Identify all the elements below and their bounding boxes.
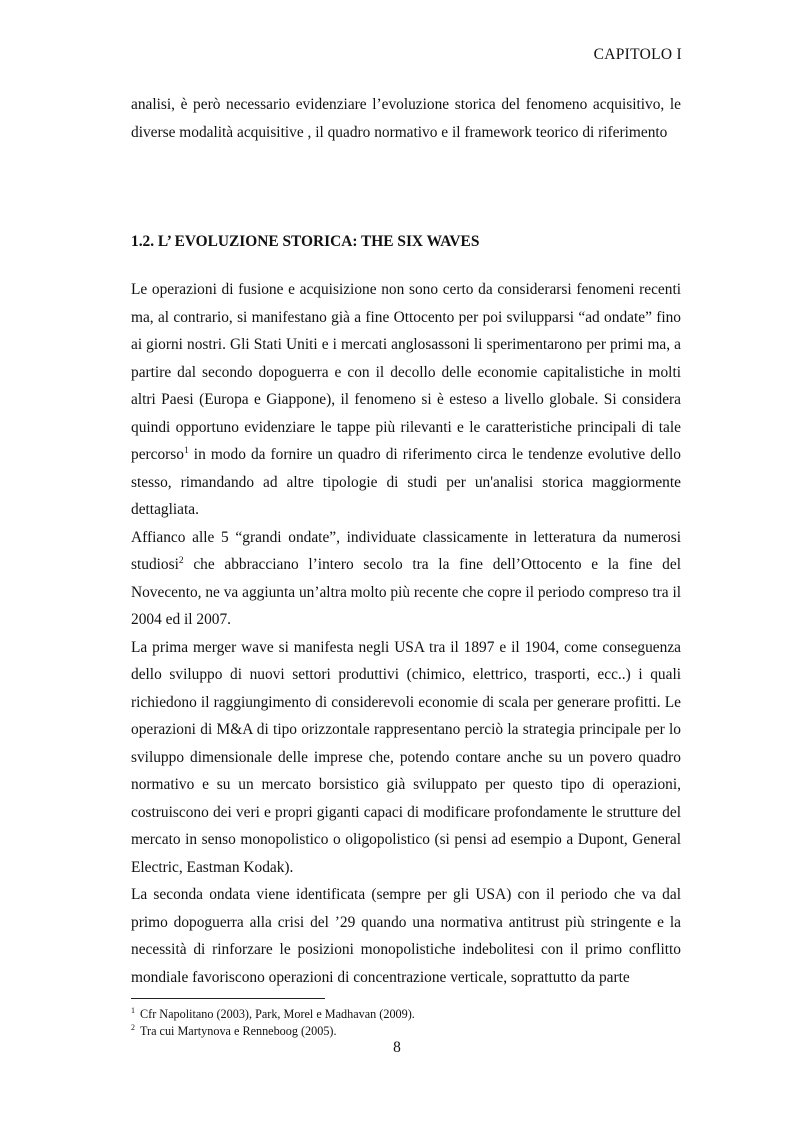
paragraph-2-text: Affianco alle 5 “grandi ondate”, individuate classicamente in letteratura da numerosi studiosi [131, 528, 681, 573]
footnote-divider [131, 998, 325, 999]
paragraph-1 [131, 276, 681, 524]
paragraph-2-text-cont: che abbracciano l’intero secolo tra la fine dell’Ottocento e la fine del Novecento, ne va aggiunta un’altra molto più recente che copre il periodo compreso tra il 2004 ed il 2007. [131, 556, 682, 628]
footnote-ref-1: 1 [184, 446, 189, 456]
footnote-2 [131, 1023, 681, 1040]
chapter-header: CAPITOLO I [593, 46, 682, 63]
intro-paragraph [131, 91, 681, 146]
intro-text: analisi, è però necessario evidenziare l’evoluzione storica del fenomeno acquisitivo, le diverse modalità acquisitive , il quadro normativo e il framework teorico di riferimento [131, 96, 681, 141]
footnote-text-1: Cfr Napolitano (2003), Park, Morel e Madhavan (2009). [140, 1007, 415, 1021]
paragraph-1-text: Le operazioni di fusione e acquisizione non sono certo da considerarsi fenomeni recenti ma, al contrario, si manifestano già a fine Ottocento per poi svilupparsi “ad ondate” fino ai giorni nostri. Gli Stati Uniti e i mercati anglosassoni li sperimentarono per primi ma, a partire dal secondo dopoguerra e con il decollo delle economie capitalistiche in molti altri Paesi (Europa e Giappone), il fenomeno si è esteso a livello globale. Si considera quindi opportuno evidenziare le tappe più rilevanti e le caratteristiche principali di tale percorso [131, 281, 681, 463]
footnote-number-1: 1 [131, 1006, 135, 1015]
footnote-number-2: 2 [131, 1022, 135, 1032]
paragraph-4: La seconda ondata viene identificata (sempre per gli USA) con il periodo che va dal primo dopoguerra alla crisi del ’29 quando una normativa antitrust più stringente e la necessità di rinforzare le posizioni monopolistiche indebolitesi con il primo conflitto mondiale favoriscono operazioni di concentrazione verticale, soprattutto da parte [131, 886, 681, 986]
section-title: 1.2. L’ EVOLUZIONE STORICA: THE SIX WAVES [131, 233, 480, 250]
paragraph-1-text-cont: in modo da fornire un quadro di riferimento circa le tendenze evolutive dello stesso, rimandando ad altre tipologie di studi per un'analisi storica maggiormente dettagliata. [131, 446, 681, 518]
footnote-text-2: Tra cui Martynova e Renneboog (2005). [140, 1023, 337, 1038]
page-number: 8 [393, 1039, 401, 1056]
footnote-1 [131, 1006, 681, 1023]
paragraph-3: La prima merger wave si manifesta negli USA tra il 1897 e il 1904, come conseguenza dello sviluppo di nuovi settori produttivi (chimico, elettrico, trasporti, ecc..) i quali richiedono il raggiungimento di considerevoli economie di scala per generare profitti. Le operazioni di M&A di tipo orizzontale rappresentano perciò la strategia principale per lo sviluppo dimensionale delle imprese che, potendo contare anche su un povero quadro normativo e su un mercato borsistico già sviluppato per questo tipo di operazioni, costruiscono dei veri e propri giganti capaci di modificare profondamente le strutture del mercato in senso monopolistico o oligopolistico (si pensi ad esempio a Dupont, General Electric, Eastman Kodak). [131, 638, 681, 876]
footnote-ref-2: 2 [178, 556, 184, 566]
paragraph-2 [131, 524, 681, 634]
main-body [131, 276, 681, 991]
footnotes [131, 1006, 681, 1039]
